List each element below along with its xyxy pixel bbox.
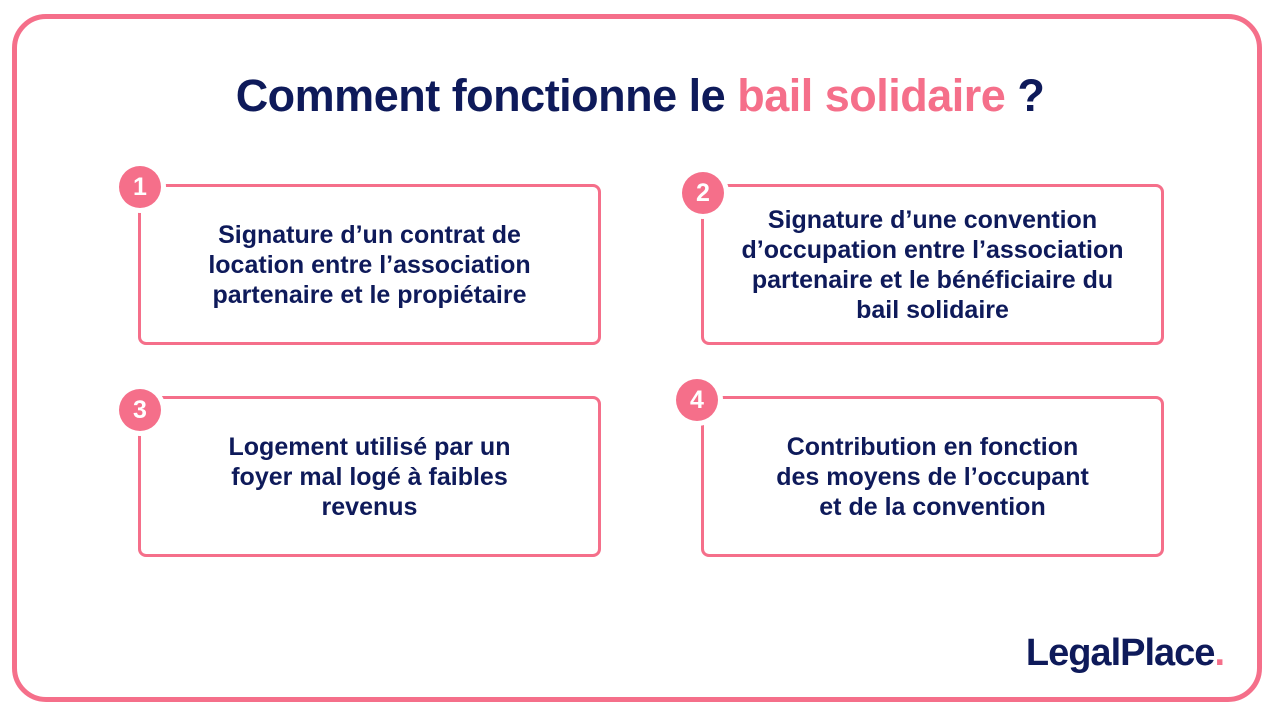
logo-text: LegalPlace (1025, 632, 1215, 674)
step-text-3: Logement utilisé par un foyer mal logé à faibles revenus (228, 432, 511, 521)
page-title (0, 70, 1280, 122)
title-question: ? (1005, 70, 1045, 121)
step-number-badge-1: 1 (119, 166, 161, 208)
step-card-3 (138, 396, 601, 557)
title-highlight: bail solidaire (737, 70, 1006, 121)
step-text-1: Signature d’un contrat de location entre l’association partenaire et le propiétaire (208, 220, 531, 309)
step-card-1 (138, 184, 601, 345)
step-text-2: Signature d’une convention d’occupation entre l’association partenaire et le bénéficiaire du bail solidaire (741, 205, 1124, 324)
step-card-4 (701, 396, 1164, 557)
legalplace-logo (1026, 632, 1224, 675)
title-text: Comment fonctionne le (235, 70, 738, 121)
step-number-badge-2: 2 (682, 172, 724, 214)
logo-dot: . (1214, 632, 1224, 674)
step-card-2 (701, 184, 1164, 345)
step-number-badge-3: 3 (119, 389, 161, 431)
step-text-4: Contribution en fonction des moyens de l’occupant et de la convention (776, 432, 1089, 521)
step-number-badge-4: 4 (676, 379, 718, 421)
